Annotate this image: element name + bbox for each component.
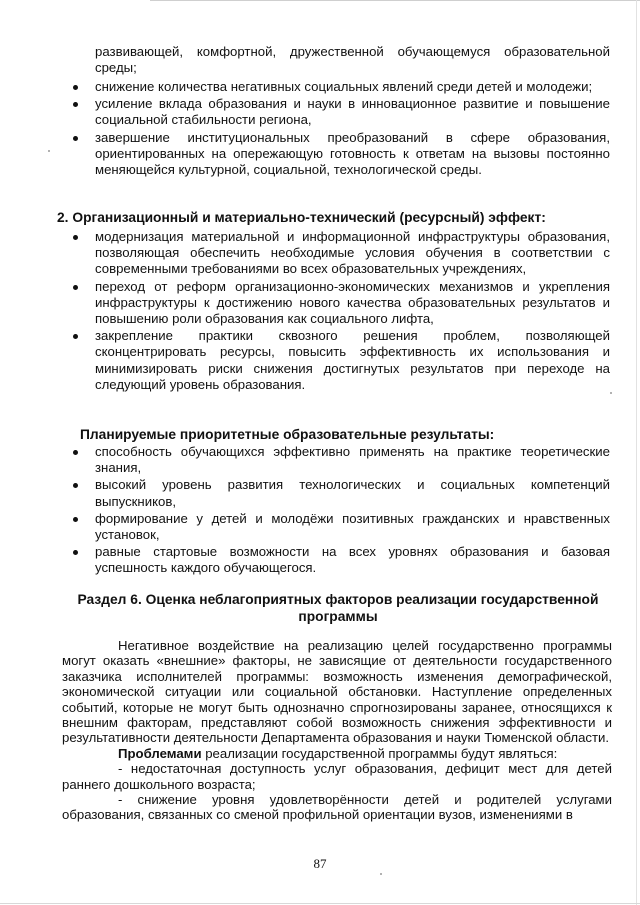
paragraph-problems: Проблемами реализации государственной программы будут являться: <box>118 745 558 761</box>
list-item: завершение институциональных преобразований в сфере образования, ориентированных на опережающую готовность к ответам на вызовы постоянно меняющейся культурной, социальной, технологической среды. <box>70 130 610 179</box>
paragraph-negative-impact: Негативное воздействие на реализацию целей государственно программы могут оказать «внешние» факторы, не зависящие от деятельности государственного заказчика исполнителей программы: возможность изменения демографической, экономической ситуации или социальной обстановки. Наступление определенных событий, которые не могут быть однозначно спрогнозированы заранее, относящихся к внешним факторам, представляют собой возможность снижения эффективности и результативности деятельности Департамента образования и науки Тюменской области. <box>62 638 612 746</box>
scan-speck <box>380 873 382 875</box>
list-item: снижение количества негативных социальных явлений среди детей и молодежи; <box>70 79 610 95</box>
bullet-list-effects <box>70 79 610 179</box>
body-paragraphs <box>62 638 612 823</box>
dash-item: - недостаточная доступность услуг образования, дефицит мест для детей раннего дошкольного возраста; <box>62 761 612 792</box>
bullet-icon <box>73 102 78 107</box>
bullet-icon <box>73 517 78 522</box>
scan-speck <box>48 150 50 152</box>
bullet-icon <box>73 85 78 90</box>
bullet-icon <box>73 483 78 488</box>
bullet-icon <box>73 334 78 339</box>
scan-edge-bottom <box>0 903 640 904</box>
section-title: Раздел 6. Оценка неблагоприятных факторов реализации государственной программы <box>77 592 599 624</box>
problems-bold-label: Проблемами <box>118 745 202 761</box>
list-item: равные стартовые возможности на всех уровнях образования и базовая успешность каждого обучающегося. <box>70 544 610 576</box>
heading-resource-effect: 2. Организационный и материально-технический (ресурсный) эффект: <box>57 210 546 225</box>
continuation-text: развивающей, комфортной, дружественной обучающемуся образовательной среды; <box>95 44 610 76</box>
list-item: формирование у детей и молодёжи позитивных гражданских и нравственных установок, <box>70 511 610 543</box>
bullet-icon <box>73 550 78 555</box>
bullet-icon <box>73 136 78 141</box>
scan-edge-top <box>150 0 640 1</box>
page-number: 87 <box>313 856 327 871</box>
bullet-list-resource <box>70 229 610 394</box>
bullet-icon <box>73 450 78 455</box>
list-item: переход от реформ организационно-экономических механизмов и укрепления инфраструктуры к достижению нового качества образовательных результатов и повышению роли образования как социального лифта, <box>70 279 610 328</box>
scan-edge-right <box>636 0 637 905</box>
bullet-list-results <box>70 444 610 578</box>
list-item: высокий уровень развития технологических и социальных компетенций выпускников, <box>70 477 610 509</box>
list-item: модернизация материальной и информационной инфраструктуры образования, позволяющая обеспечить необходимые условия обучения в соответствии с современными требованиями во всех образовательных учреждениях, <box>70 229 610 278</box>
list-item: закрепление практики сквозного решения проблем, позволяющей сконцентрировать ресурсы, повысить эффективность их использования и минимизировать риски снижения достигнутых результатов при переходе на следующий уровень образования. <box>70 328 610 393</box>
bullet-icon <box>73 285 78 290</box>
list-item: усиление вклада образования и науки в инновационное развитие и повышение социальной стабильности региона, <box>70 96 610 128</box>
scan-speck <box>610 392 612 394</box>
subheading-results: Планируемые приоритетные образовательные результаты: <box>80 427 495 442</box>
list-item: способность обучающихся эффективно применять на практике теоретические знания, <box>70 444 610 476</box>
dash-item: - снижение уровня удовлетворённости детей и родителей услугами образования, связанных со сменой профильной ориентации вузов, изменениями в <box>62 792 612 823</box>
bullet-icon <box>73 235 78 240</box>
